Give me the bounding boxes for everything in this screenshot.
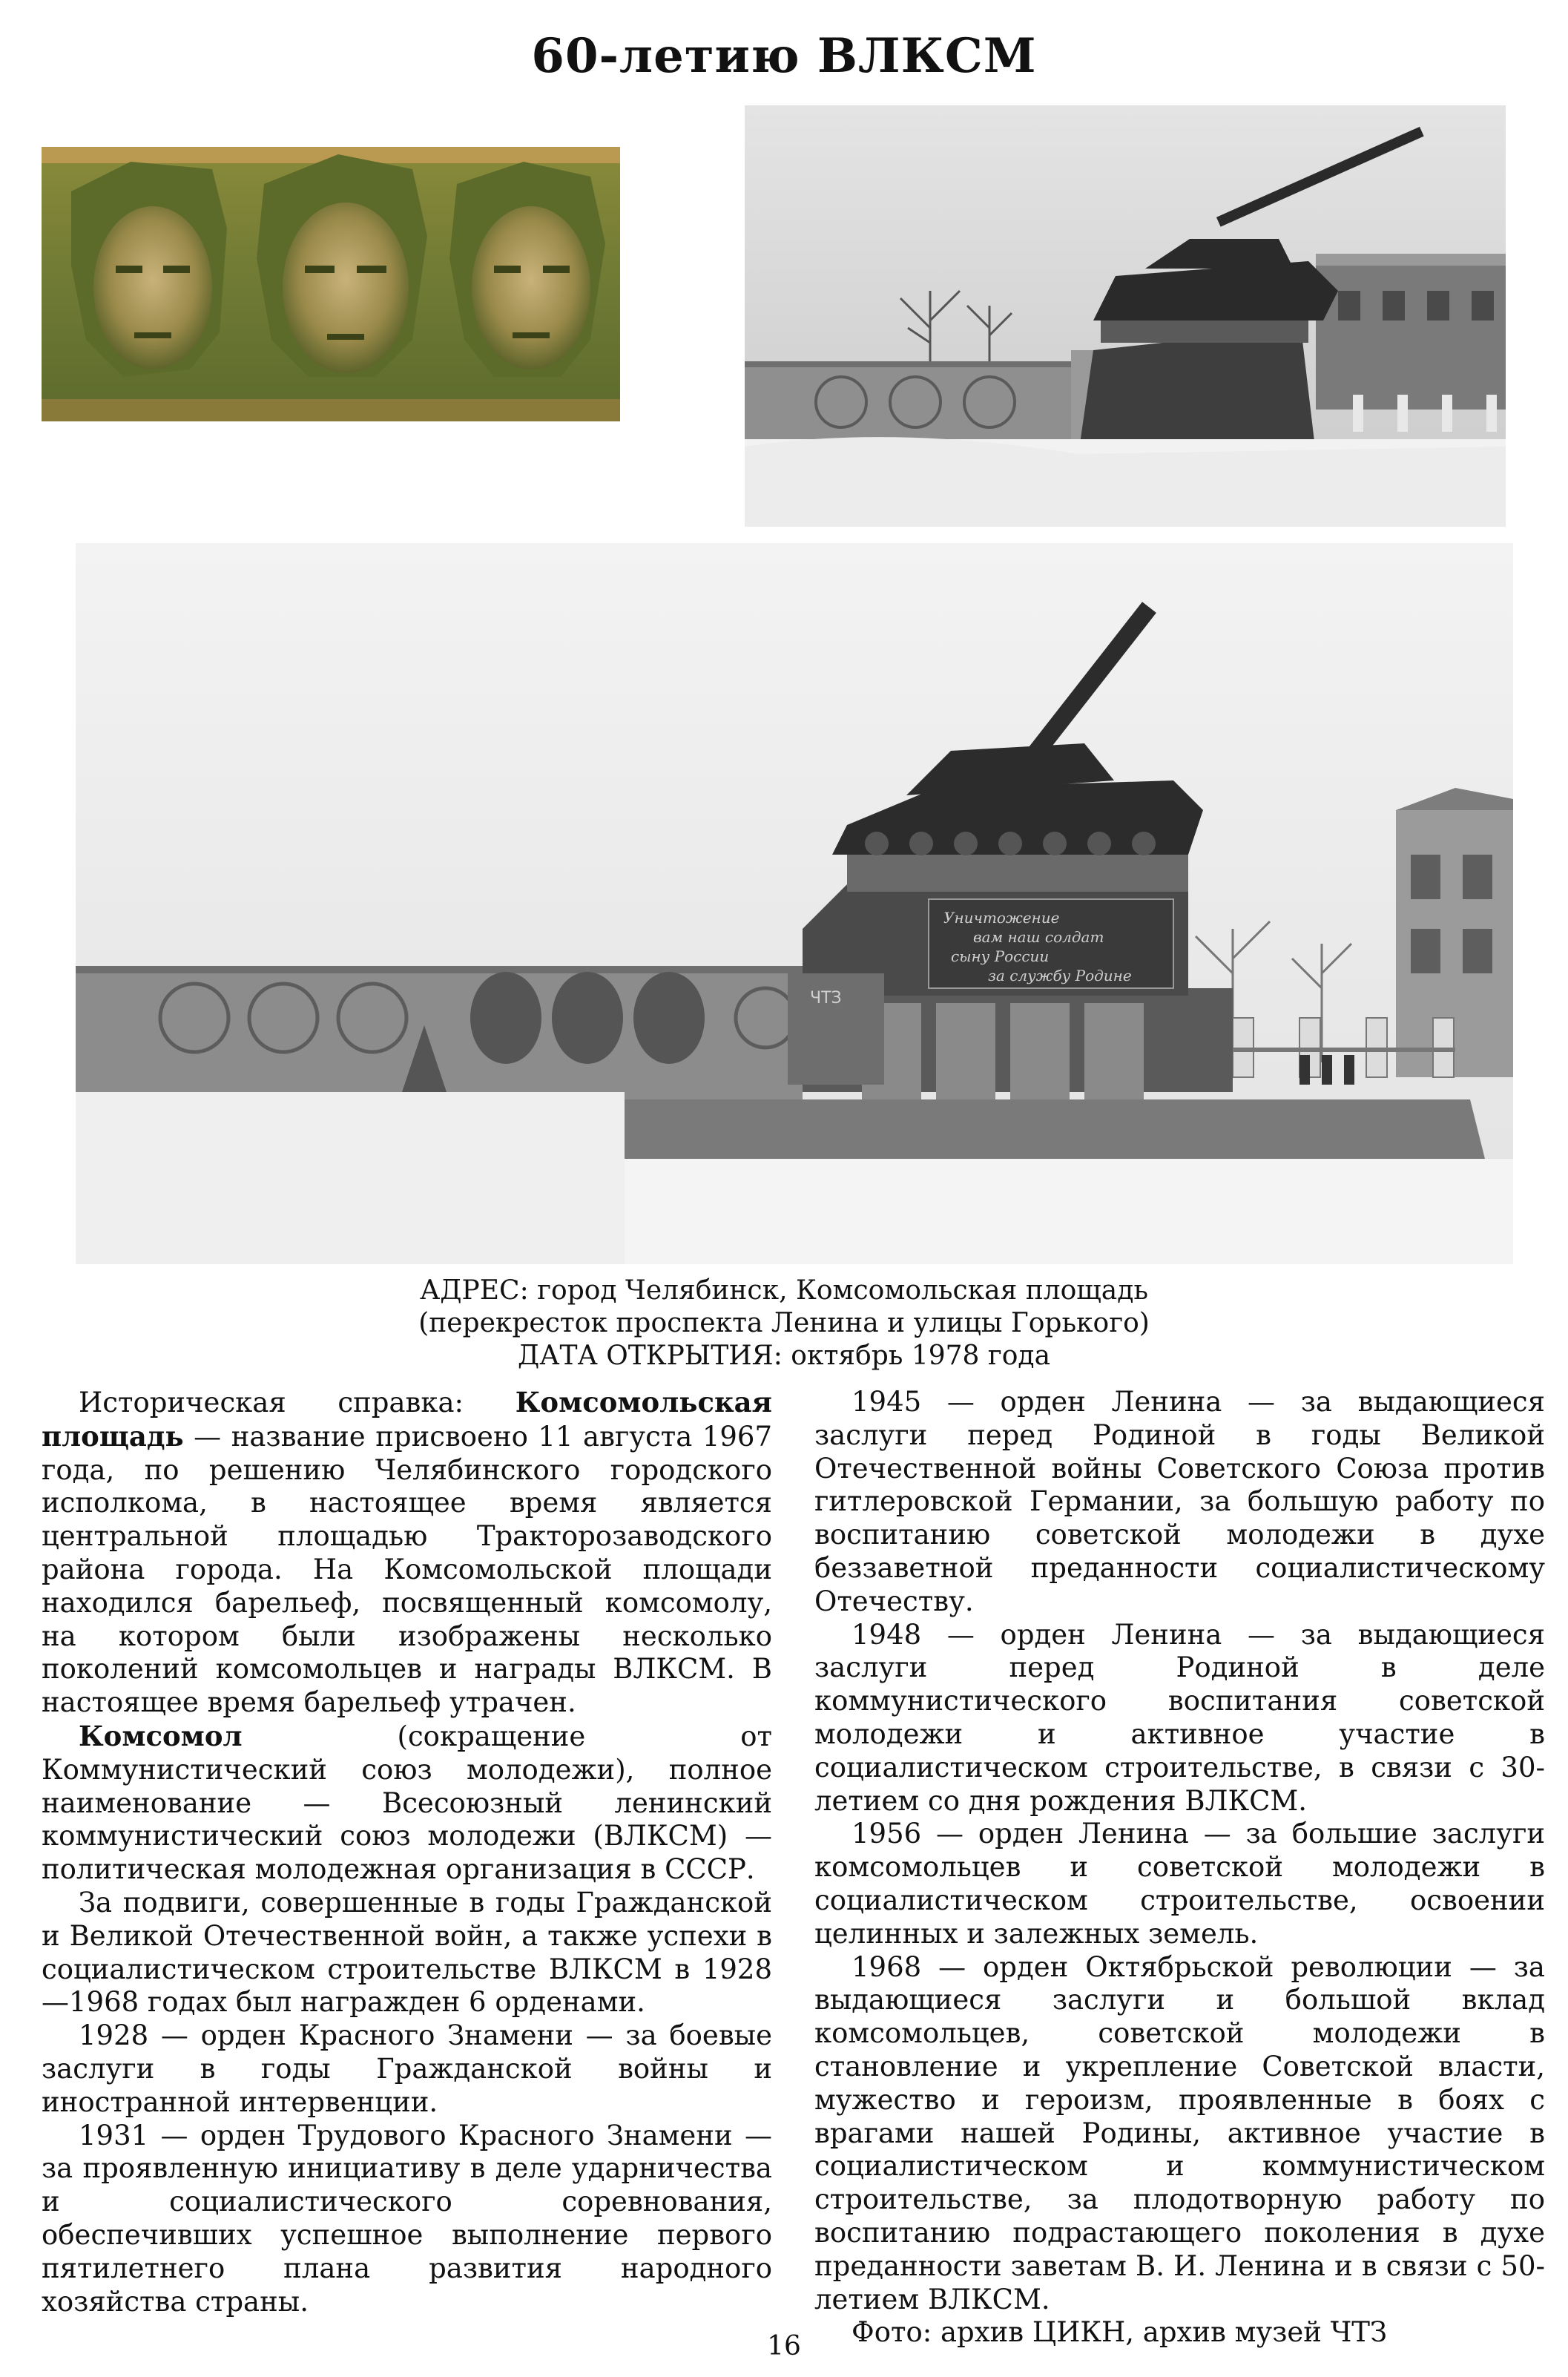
paragraph: 1945 — орден Ленина — за выдающиеся заслуги перед Родиной в годы Великой Отечественной войны Советского Союза против гитлеровской Германии, за большую работу по воспитанию советской молодежи в духе беззаветной преданности социалистическому Отечеству. — [814, 1386, 1545, 1617]
caption-address-detail: (перекресток проспекта Ленина и улицы Горького) — [418, 1308, 1150, 1338]
paragraph — [42, 1720, 772, 1887]
page-title: 60-летию ВЛКСМ — [531, 28, 1037, 84]
plaque-line-2: вам наш солдат — [973, 928, 1104, 946]
photo-caption — [0, 1275, 1568, 1372]
page-number: 16 — [767, 2331, 801, 2361]
text-span: — название присвоено 11 августа 1967 года, по решению Челябинского городского исполкома, в настоящее время является центральной площадью Тракторозаводского района города. На Комсомольской площади находился барельеф, посвященный комсомолу, на котором были изображены несколько поколений комсомольцев и награды ВЛКСМ. В настоящее время барельеф утрачен. — [42, 1420, 772, 1719]
plaque-line-1: Уничтожение — [943, 909, 1060, 927]
winter-monument-photo — [745, 105, 1506, 527]
plaque-line-3: сыну России — [951, 947, 1050, 965]
paragraph — [42, 1386, 772, 1720]
right-text-column — [814, 1386, 1545, 2350]
face-2 — [257, 154, 427, 377]
plaque-line-4: за службу Родине — [988, 967, 1132, 984]
paragraph: 1968 — орден Октябрьской революции — за выдающиеся заслуги и большой вклад комсомольцев, советской молодежи в становление и укрепление Советской власти, мужество и героизм, проявленные в боях с врагами нашей Родины, активное участие в социалистическом и коммунистическом строительстве, за плодотворную работу по воспитанию подрастающего поколения в духе преданности заветам В. И. Ленина и в связи с 50-летием ВЛКСМ. — [814, 1950, 1545, 2315]
paragraph: 1948 — орден Ленина — за выдающиеся заслуги перед Родиной в деле коммунистического воспитания советской молодежи и активное участие в социалистическом строительстве, в связи с 30-летием со дня рождения ВЛКСМ. — [814, 1618, 1545, 1817]
face-3 — [449, 162, 605, 377]
paragraph: 1928 — орден Красного Знамени — за боевые заслуги в годы Гражданской войны и иностранной интервенции. — [42, 2019, 772, 2118]
caption-address: АДРЕС: город Челябинск, Комсомольская площадь — [420, 1275, 1148, 1306]
face-1 — [71, 162, 227, 377]
left-text-column — [42, 1386, 772, 2318]
bold-term: Комсомольская площадь — [42, 1386, 772, 1453]
bold-term: Комсомол — [79, 1719, 243, 1752]
text-span: Историческая справка: — [79, 1387, 515, 1418]
bas-relief-photo — [42, 147, 620, 421]
paragraph: За подвиги, совершенные в годы Гражданской и Великой Отечественной войн, а также успехи в социалистическом строительстве ВЛКСМ в 1928—1968 годах был награжден 6 орденами. — [42, 1886, 772, 2019]
photo-credit: Фото: архив ЦИКН, архив музей ЧТЗ — [851, 2316, 1388, 2349]
paragraph: 1931 — орден Трудового Красного Знамени — за проявленную инициативу в деле ударничества и социалистического соревнования, обеспечивших успешное выполнение первого пятилетнего плана развития народного хозяйства страны. — [42, 2119, 772, 2318]
main-monument-photo — [76, 543, 1513, 1264]
caption-opening-date: ДАТА ОТКРЫТИЯ: октябрь 1978 года — [517, 1341, 1051, 1371]
paragraph: 1956 — орден Ленина — за большие заслуги комсомольцев и советской молодежи в социалистическом строительстве, освоении целинных и залежных земель. — [814, 1818, 1545, 1950]
text-span: (сокращение от Коммунистический союз молодежи), полное наименование — Всесоюзный ленинский коммунистический союз молодежи (ВЛКСМ) — политическая молодежная организация в СССР. — [42, 1720, 772, 1886]
tank-mark: ЧТЗ — [810, 989, 842, 1007]
